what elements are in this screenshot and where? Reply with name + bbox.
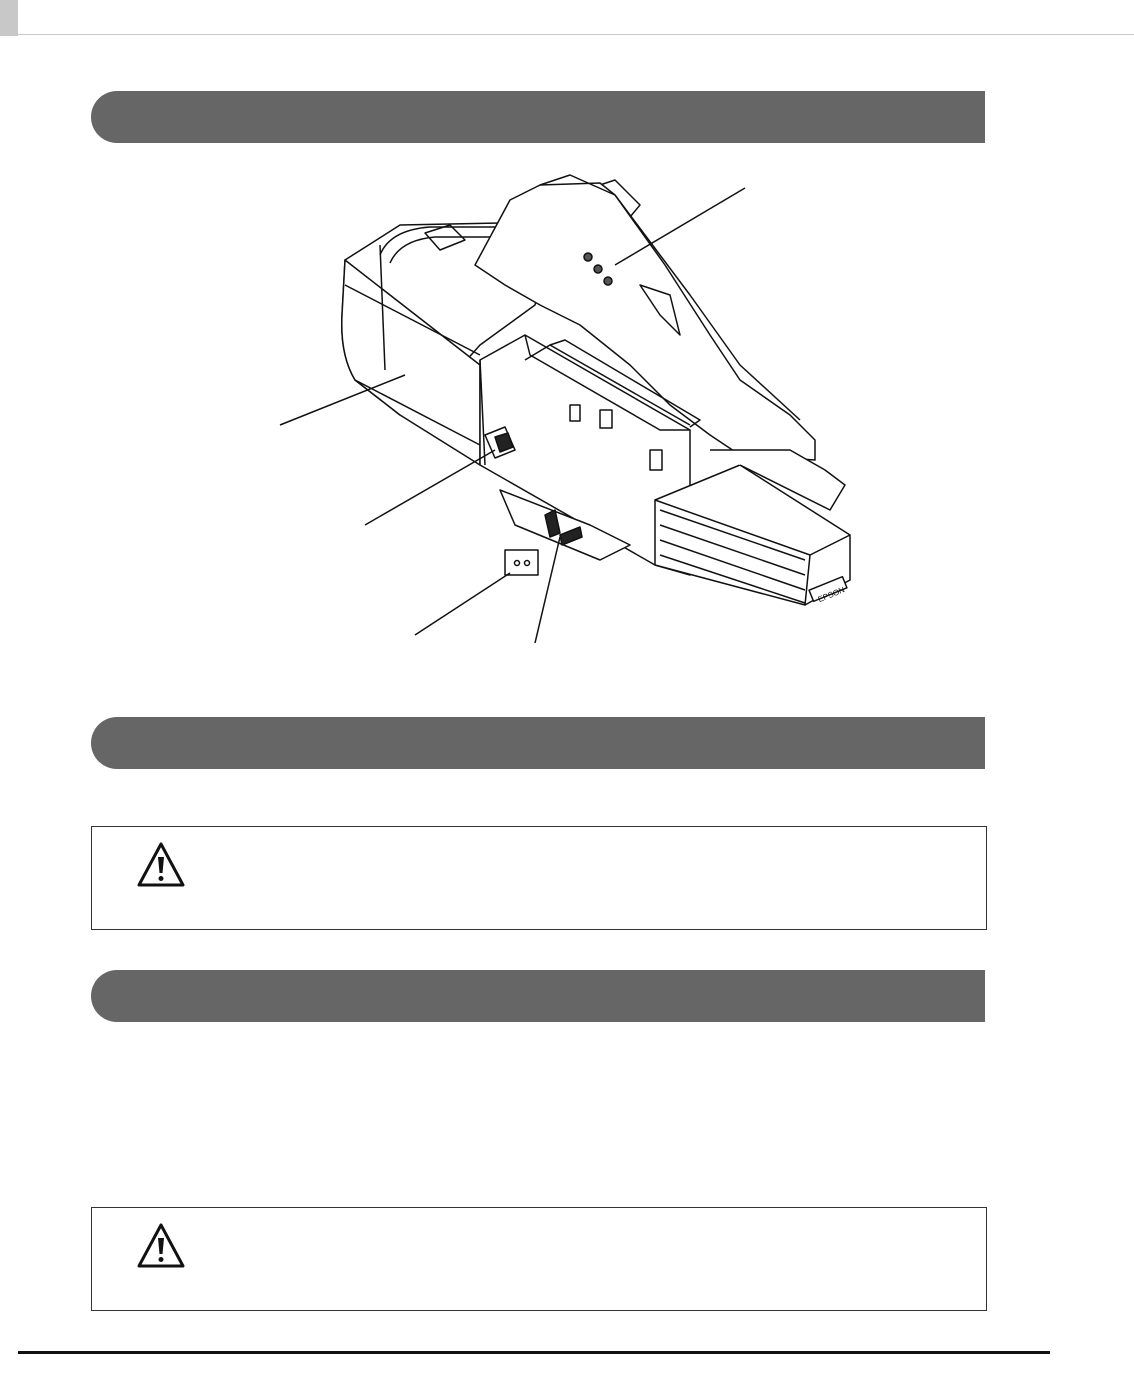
warning-triangle-icon [136, 1222, 186, 1270]
section-header-2 [91, 717, 985, 769]
brand-logo: EPSON [816, 585, 847, 605]
header-rule [18, 34, 1134, 35]
footer-rule [18, 1351, 1050, 1354]
caution-box-2 [91, 1207, 987, 1311]
check-scanner-illustration [270, 165, 870, 665]
section-header-1 [91, 91, 985, 143]
caution-box-1 [91, 826, 987, 930]
section-header-3 [91, 970, 985, 1022]
warning-triangle-icon [136, 841, 186, 889]
page-corner-tab [0, 0, 18, 36]
